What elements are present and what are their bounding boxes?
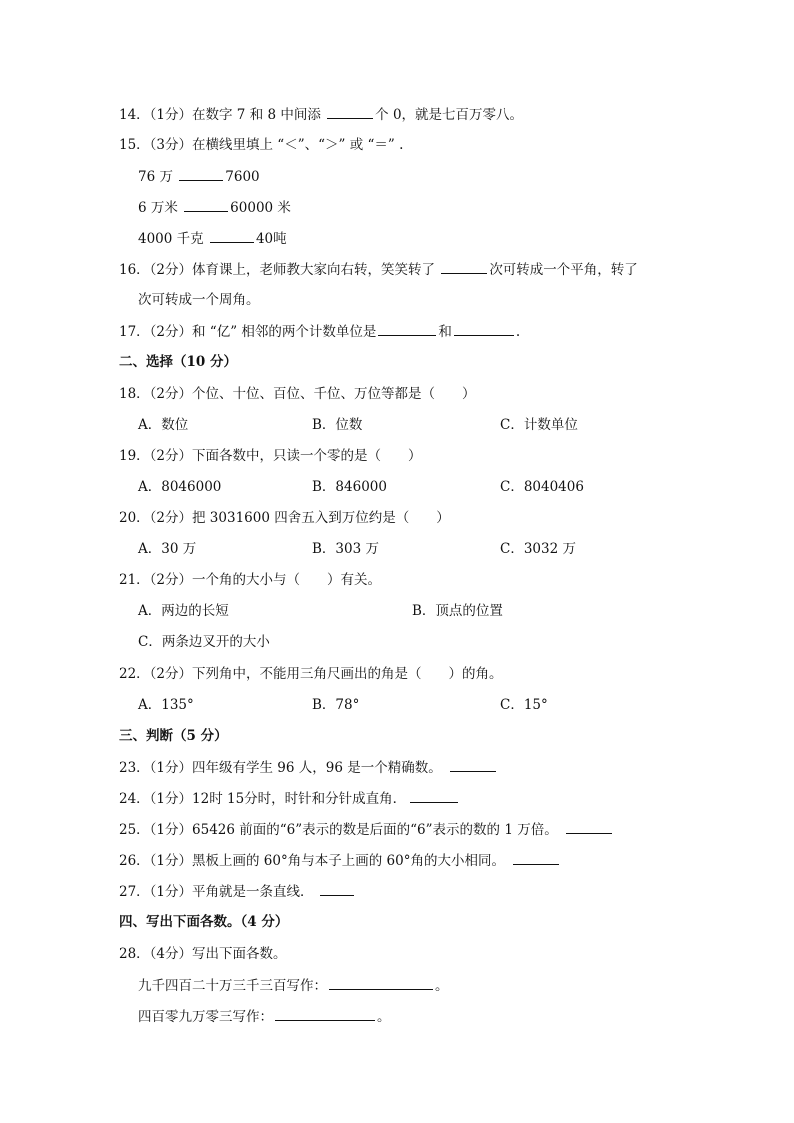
q22-option-a[interactable]: A．135° [138,697,194,713]
q26-text: 26．（1分）黑板上画的 60°角与本子上画的 60°角的大小相同。 [119,853,505,869]
question-28: 28．（4分）写出下面各数。 [119,946,287,962]
question-18: 18．（2分）个位、十位、百位、千位、万位等都是（ ） [119,386,476,402]
q18-option-c[interactable]: C．计数单位 [500,417,578,433]
q21-option-c[interactable]: C．两条边叉开的大小 [138,634,270,650]
q28-line-1 [138,975,449,996]
q16-text-pre: 16．（2分）体育课上，老师教大家向右转，笑笑转了 [119,262,440,278]
question-23 [119,757,498,778]
q15-row-3-right: 40吨 [255,231,287,247]
q15-row-3-blank[interactable] [210,228,254,243]
q15-row-1-right: 7600 [225,169,260,185]
q28-line-1-text: 九千四百二十万三千三百写作： [138,978,327,994]
q20-option-a[interactable]: A．30 万 [138,541,197,557]
q20-option-b[interactable]: B．303 万 [312,541,379,557]
q27-answer-blank[interactable] [320,881,354,896]
question-24 [119,788,460,809]
q28-line-2-end: 。 [377,1009,391,1025]
section-4-heading: 四、写出下面各数。（4 分） [119,914,289,930]
q24-answer-blank[interactable] [410,788,458,803]
q17-text-mid: 和 [438,324,452,340]
q15-row-2-right: 60000 米 [230,200,291,216]
q28-line-2-text: 四百零九万零三写作： [138,1009,273,1025]
q15-row-2-left: 6 万米 [138,200,183,216]
question-19: 19．（2分）下面各数中，只读一个零的是（ ） [119,448,422,464]
q14-text-post: 个 0，就是七百万零八。 [375,107,524,123]
q20-option-c[interactable]: C．3032 万 [500,541,576,557]
question-20: 20．（2分）把 3031600 四舍五入到万位约是（ ） [119,510,450,526]
q17-blank-2[interactable] [454,321,514,336]
q17-text-pre: 17．（2分）和 “亿” 相邻的两个计数单位是 [119,324,377,340]
q21-option-b[interactable]: B．顶点的位置 [412,603,503,619]
q15-row-2-blank[interactable] [184,197,228,212]
q25-text: 25．（1分）65426 前面的“6”表示的数是后面的“6”表示的数的 1 万倍。 [119,822,558,838]
q15-row-1-blank[interactable] [179,166,223,181]
q28-blank-2[interactable] [275,1006,375,1021]
q16-line-2: 次可转成一个周角。 [138,292,260,308]
q21-option-a[interactable]: A．两边的长短 [138,603,229,619]
question-21: 21．（2分）一个角的大小与（ ）有关。 [119,572,382,588]
q28-blank-1[interactable] [329,975,433,990]
q15-row-1 [138,166,260,187]
section-2-heading: 二、选择（10 分） [119,354,237,370]
question-16 [119,259,638,280]
q26-answer-blank[interactable] [513,850,559,865]
q23-text: 23．（1分）四年级有学生 96 人，96 是一个精确数。 [119,760,442,776]
q28-line-2 [138,1006,391,1027]
question-22: 22．（2分）下列角中，不能用三角尺画出的角是（ ）的角。 [119,666,503,682]
question-17 [119,321,520,342]
q23-answer-blank[interactable] [450,757,496,772]
q22-option-b[interactable]: B．78° [312,697,360,713]
q16-text-post: 次可转成一个平角，转了 [489,262,638,278]
q15-row-2 [138,197,291,218]
q14-answer-blank[interactable] [327,104,373,119]
q28-line-1-end: 。 [435,978,449,994]
q17-blank-1[interactable] [378,321,436,336]
q16-answer-blank[interactable] [441,259,487,274]
q19-option-a[interactable]: A．8046000 [138,479,222,495]
question-25 [119,819,614,840]
q22-option-c[interactable]: C．15° [500,697,548,713]
q18-option-a[interactable]: A．数位 [138,417,189,433]
q24-text: 24．（1分）12时 15分时，时针和分针成直角． [119,791,407,807]
q14-text-pre: 14．（1分）在数字 7 和 8 中间添 [119,107,326,123]
q15-row-3-left: 4000 千克 [138,231,208,247]
q19-option-c[interactable]: C．8040406 [500,479,584,495]
q15-row-3 [138,228,287,249]
q17-text-post: . [515,324,521,340]
question-27 [119,881,356,902]
question-14 [119,104,523,125]
question-15: 15．（3分）在横线里填上 “＜”、“＞” 或 “＝” . [119,137,404,153]
section-3-heading: 三、判断（5 分） [119,728,228,744]
q19-option-b[interactable]: B．846000 [312,479,387,495]
q15-row-1-left: 76 万 [138,169,178,185]
question-26 [119,850,561,871]
q27-text: 27．（1分）平角就是一条直线． [119,884,314,900]
q18-option-b[interactable]: B．位数 [312,417,363,433]
q25-answer-blank[interactable] [566,819,612,834]
